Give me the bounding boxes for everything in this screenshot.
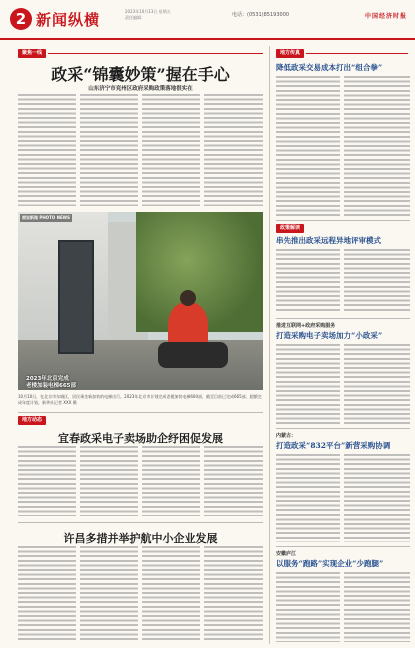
text-column — [344, 344, 410, 424]
right-headline-2: 串先推出政采远程异地评审模式 — [276, 236, 381, 245]
text-column — [18, 546, 76, 642]
tag-rule — [306, 53, 408, 54]
date-line — [125, 9, 171, 20]
text-column — [276, 249, 340, 313]
text-column — [276, 76, 340, 216]
tag-rule — [48, 53, 263, 54]
overlay-line-2: 老楼加装电梯665部 — [26, 383, 76, 389]
photo-tag: 图说新闻 PHOTO NEWS — [22, 215, 70, 220]
newspaper-brand: 中国经济时报 — [364, 13, 407, 20]
right-subhead-5: 安徽庐江 — [276, 551, 297, 557]
text-column — [344, 572, 410, 642]
overlay-line-1: 2023年北京完成 — [26, 376, 69, 382]
story-divider — [276, 220, 410, 221]
bottom-headline-1: 宜春政采电子卖场助企纾困促发展 — [58, 432, 223, 445]
right-subhead-3: 推进互联网+政府采购服务 — [276, 323, 336, 329]
photo-overlay-caption — [26, 376, 76, 390]
text-column — [276, 572, 340, 642]
story-divider — [18, 522, 263, 523]
text-column — [18, 446, 76, 516]
story-divider — [276, 318, 410, 319]
right-subhead-4: 内蒙古： — [276, 433, 297, 439]
main-headline: 政采“锦囊妙策”握在手心 — [51, 65, 230, 84]
text-column — [344, 249, 410, 313]
tag-right-top: 地方传真 — [276, 49, 304, 58]
page-number-badge: 2 — [10, 8, 32, 30]
phone-line: 电话：(0531)85193000 — [232, 12, 290, 18]
text-column — [142, 446, 200, 516]
column-divider — [269, 46, 270, 644]
photo-person-head — [180, 290, 196, 306]
photo-elevator-shaft — [58, 240, 94, 354]
right-headline-1: 降低政采交易成本打出“组合拳” — [276, 63, 383, 72]
text-column — [204, 546, 263, 642]
right-headline-4: 打造政采“832平台”新营采购协调 — [276, 441, 391, 450]
text-column — [204, 94, 263, 206]
tag-right-policy: 政策解读 — [276, 224, 304, 233]
story-divider — [276, 546, 410, 547]
date-text: 2023年10月13日 星期五 — [125, 9, 171, 14]
text-column — [344, 454, 410, 542]
editor-text: 责任编辑： — [125, 14, 145, 20]
right-headline-3: 打造采购电子卖场加力“小政采” — [276, 331, 383, 340]
story-divider — [276, 428, 410, 429]
bottom-headline-2: 许昌多措并举护航中小企业发展 — [63, 532, 218, 545]
text-column — [276, 454, 340, 542]
news-photo — [18, 212, 263, 390]
right-headline-5: 以服务“跑路”实现企业“少跑腿” — [276, 559, 384, 568]
text-column — [142, 546, 200, 642]
text-column — [276, 344, 340, 424]
text-column — [80, 446, 138, 516]
photo-caption: 10月10日，在北京市东城区，居民乘坐新加装的电梯出行。2023年北京市计划完成老楼加装电梯600部，截至目前已完成665部，超额完成年度计划。新华社记者 XXX 摄 — [18, 394, 262, 405]
section-title: 新闻纵横 — [36, 11, 101, 29]
masthead — [0, 0, 415, 40]
story-divider — [18, 412, 263, 413]
text-column — [344, 76, 410, 216]
text-column — [80, 546, 138, 642]
text-column — [18, 94, 76, 206]
photo-scooter — [158, 342, 228, 368]
text-column — [142, 94, 200, 206]
tag-bottom-left: 地方动态 — [18, 416, 46, 425]
text-column — [204, 446, 263, 516]
main-subhead: 山东济宁市兖州区政府采购政策落地很实在 — [88, 86, 193, 92]
tag-main: 聚焦一线 — [18, 49, 46, 58]
text-column — [80, 94, 138, 206]
